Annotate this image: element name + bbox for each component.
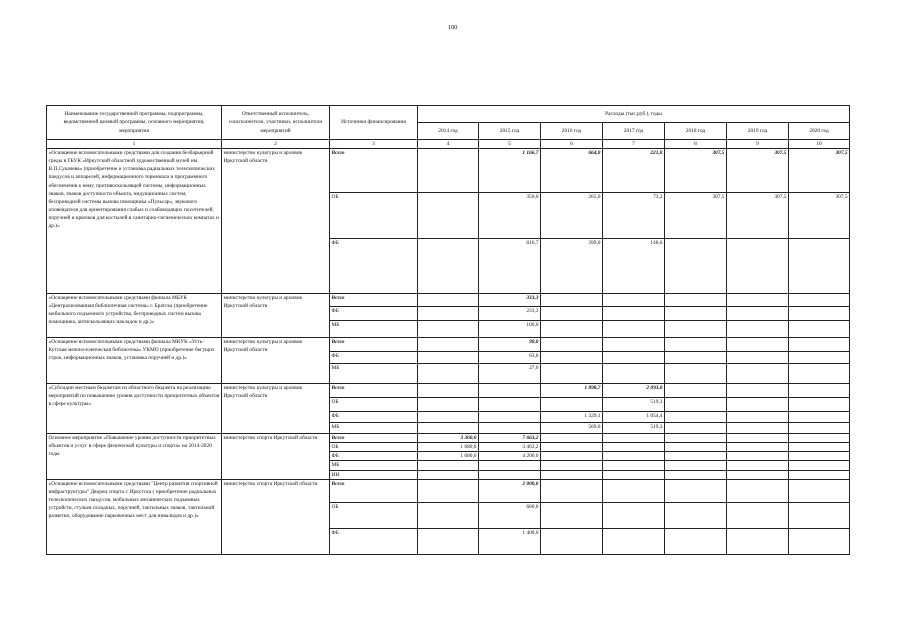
expense-value <box>418 364 479 384</box>
expense-value <box>727 412 789 423</box>
expense-value <box>418 412 479 423</box>
expense-value <box>789 412 850 423</box>
expense-value <box>727 384 789 398</box>
expense-value: 1 166,7 <box>479 149 541 193</box>
expense-value <box>665 479 727 502</box>
expense-value <box>789 239 850 294</box>
expense-value <box>727 434 789 443</box>
expense-value <box>665 307 727 321</box>
table-row <box>47 149 850 193</box>
expense-value <box>789 434 850 443</box>
expense-value: 4 200,0 <box>479 452 541 461</box>
expense-value <box>479 412 541 423</box>
expense-value <box>541 294 603 307</box>
expense-value <box>665 461 727 470</box>
expense-value <box>603 321 665 338</box>
expense-value: 63,0 <box>479 352 541 364</box>
expense-value: 233,3 <box>479 307 541 321</box>
expense-value: 100,0 <box>479 321 541 338</box>
expenses-table <box>46 105 850 555</box>
expense-value: 1 400,0 <box>479 528 541 554</box>
expense-value <box>603 364 665 384</box>
funding-source: Всего <box>330 294 418 307</box>
expense-value: 664,0 <box>541 149 603 193</box>
expense-value <box>418 502 479 528</box>
table-row <box>47 384 850 398</box>
header-year: 2017 год <box>603 123 665 140</box>
expense-value <box>727 294 789 307</box>
column-index: 4 <box>418 140 479 149</box>
expense-value <box>665 423 727 434</box>
expense-value <box>603 434 665 443</box>
expense-value <box>665 452 727 461</box>
expense-value: 148,6 <box>603 239 665 294</box>
expense-value <box>727 528 789 554</box>
header-year: 2020 год <box>789 123 850 140</box>
expense-value <box>479 423 541 434</box>
expense-value <box>727 352 789 364</box>
expense-value: 3 463,2 <box>479 443 541 452</box>
expense-value: 350,0 <box>479 193 541 239</box>
expense-value <box>418 423 479 434</box>
expense-value <box>418 193 479 239</box>
header-year: 2019 год <box>727 123 789 140</box>
activity-name: «Оснащение вспомогательными средствами "Центр развития спортивной инфраструктуры" Дворец спорта г. Иркутска ( приобретение радиальных телескопических пандусов, мобильных механических подъемных устройств, стульев складных, поручней, тактильных знаков, тактильной разметки, оборудование парковочных мест для инвалидов и др.)» <box>47 479 222 554</box>
expense-value <box>418 307 479 321</box>
expense-value <box>603 502 665 528</box>
expense-value <box>418 528 479 554</box>
expense-value <box>789 528 850 554</box>
expense-value <box>418 461 479 470</box>
funding-source: ФБ <box>330 412 418 423</box>
expense-value: 2 093,0 <box>603 384 665 398</box>
column-index: 3 <box>330 140 418 149</box>
expense-value <box>541 398 603 412</box>
header-year: 2016 год <box>541 123 603 140</box>
expense-value <box>727 398 789 412</box>
expense-value: 3 360,0 <box>418 434 479 443</box>
funding-source: ФБ <box>330 307 418 321</box>
expense-value <box>603 461 665 470</box>
funding-source: ОБ <box>330 443 418 452</box>
activity-executor: министерство культуры и архивов Иркутской области <box>222 384 330 434</box>
expense-value: 307,5 <box>727 193 789 239</box>
activity-executor: министерство спорта Иркутской области <box>222 434 330 480</box>
expense-value <box>665 528 727 554</box>
expense-value <box>789 294 850 307</box>
expense-value <box>603 352 665 364</box>
expense-value <box>541 434 603 443</box>
expense-value <box>418 384 479 398</box>
table-row <box>47 434 850 443</box>
funding-source: МБ <box>330 423 418 434</box>
funding-source: ОБ <box>330 398 418 412</box>
expense-value: 73,2 <box>603 193 665 239</box>
table-row <box>47 294 850 307</box>
activity-name: «Оснащение вспомогательными средствами филиала МБУК «Централизованная библиотечная система» г. Братска (приобретение мобильного подъемного устройства, беспроводных систем вызова помощника, антискользящих накладок и др.)» <box>47 294 222 338</box>
header-year: 2015 год <box>479 123 541 140</box>
expense-value <box>727 338 789 352</box>
column-index: 7 <box>603 140 665 149</box>
funding-source: ФБ <box>330 352 418 364</box>
expense-value <box>789 364 850 384</box>
funding-source: ФБ <box>330 528 418 554</box>
expense-value <box>541 307 603 321</box>
expense-value <box>665 321 727 338</box>
header-expenses: Расходы (тыс.руб.), годы <box>418 106 850 123</box>
funding-source: Всего <box>330 384 418 398</box>
activity-name: «Оснащение вспомогательными средствами филиала МКУК «Усть-Кутская межпоселенческая библиотека» УКМО (приобретение бегущих строк, информационных знаков, установка поручней и др.)» <box>47 338 222 384</box>
expense-value <box>418 398 479 412</box>
expense-value <box>789 479 850 502</box>
expense-value: 1 054,4 <box>603 412 665 423</box>
activity-name: «Оснащение вспомогательными средствами для создания безбарьерной среды в ГБУК «Иркутский областной художественный музей им. В.П.Сукачева» (приобретение и установка радиальных телескопических пандусов и аппарелей, информационного терминала и программного обеспечения к нему, противоскользящей системы, информационных знаков, знаков доступности объекта, индукционных систем, беспроводной системы вызова помощника «Пульсар», звукового оповещателя для ориентирования слабых и слабовидящих посетителей, поручней и крючков для костылей в санитарно-гигиенических комнатах и др.)» <box>47 149 222 294</box>
expense-value <box>603 294 665 307</box>
activity-executor: министерство культуры и архивов Иркутской области <box>222 294 330 338</box>
expense-value <box>479 384 541 398</box>
activity-name: Основное мероприятие «Повышение уровня доступности приоритетных объектов и услуг в сфере физической культуры и спорта» на 2014-2020 годы <box>47 434 222 480</box>
expense-value <box>727 307 789 321</box>
expense-value <box>789 423 850 434</box>
expense-value <box>665 338 727 352</box>
column-index: 8 <box>665 140 727 149</box>
expense-value <box>727 443 789 452</box>
expense-value <box>789 352 850 364</box>
expense-value: 1 680,0 <box>418 443 479 452</box>
expense-value <box>541 321 603 338</box>
expense-value <box>789 384 850 398</box>
funding-source: ФБ <box>330 239 418 294</box>
expense-value <box>665 443 727 452</box>
expense-value <box>665 352 727 364</box>
expense-value: 816,7 <box>479 239 541 294</box>
expense-value <box>665 502 727 528</box>
expense-value <box>727 452 789 461</box>
expense-value <box>541 528 603 554</box>
expense-value <box>789 321 850 338</box>
expense-value <box>418 149 479 193</box>
expense-value <box>418 239 479 294</box>
expense-value <box>789 443 850 452</box>
expense-value: 90,0 <box>479 338 541 352</box>
funding-source: МБ <box>330 461 418 470</box>
table-row <box>47 338 850 352</box>
expense-value: 265,0 <box>541 193 603 239</box>
expense-value <box>665 434 727 443</box>
expense-value <box>603 528 665 554</box>
expense-value <box>727 423 789 434</box>
expense-value <box>541 470 603 479</box>
expense-value <box>541 338 603 352</box>
expense-value <box>479 398 541 412</box>
expense-value <box>789 338 850 352</box>
expense-value <box>789 398 850 412</box>
expense-value <box>727 364 789 384</box>
expense-value <box>727 502 789 528</box>
expense-value: 1 329,1 <box>541 412 603 423</box>
header-name: Наименование государственной программы, подпрограммы, ведомственной целевой программы, основного мероприятия, мероприятия <box>47 106 222 140</box>
expense-value: 221,8 <box>603 149 665 193</box>
expense-value <box>418 338 479 352</box>
expense-value: 519,3 <box>603 398 665 412</box>
table-body <box>47 149 850 555</box>
expense-value: 2 000,0 <box>479 479 541 502</box>
expense-value <box>603 443 665 452</box>
expense-value <box>541 452 603 461</box>
expense-value: 399,0 <box>541 239 603 294</box>
expense-value <box>418 352 479 364</box>
expense-value <box>541 461 603 470</box>
expense-value: 307,5 <box>727 149 789 193</box>
expense-value <box>603 479 665 502</box>
page-number: 100 <box>447 24 458 31</box>
header-executor: Ответственный исполнитель, соисполнители, участники, исполнители мероприятий <box>222 106 330 140</box>
expense-value: 600,0 <box>479 502 541 528</box>
funding-source: ОБ <box>330 193 418 239</box>
funding-source: ФБ <box>330 452 418 461</box>
expense-value: 27,0 <box>479 364 541 384</box>
expense-value: 307,5 <box>789 193 850 239</box>
expense-value <box>665 384 727 398</box>
expense-value <box>665 364 727 384</box>
expense-value: 307,5 <box>665 149 727 193</box>
expense-value <box>789 307 850 321</box>
funding-source: Всего <box>330 149 418 193</box>
expense-value <box>541 364 603 384</box>
expense-value: 307,5 <box>665 193 727 239</box>
expense-value <box>541 443 603 452</box>
expense-value: 519,3 <box>603 423 665 434</box>
expense-value: 1 898,7 <box>541 384 603 398</box>
column-index: 6 <box>541 140 603 149</box>
header-year: 2014 год <box>418 123 479 140</box>
table-row <box>47 479 850 502</box>
funding-source: ОБ <box>330 502 418 528</box>
funding-source: МБ <box>330 321 418 338</box>
expense-value: 7 663,2 <box>479 434 541 443</box>
expense-value: 1 680,0 <box>418 452 479 461</box>
expense-value <box>789 470 850 479</box>
expense-value <box>727 470 789 479</box>
expense-value <box>727 461 789 470</box>
expense-value <box>665 239 727 294</box>
expense-value <box>727 479 789 502</box>
column-index: 9 <box>727 140 789 149</box>
activity-executor: министерство культуры и архивов Иркутской области <box>222 149 330 294</box>
expense-value <box>603 338 665 352</box>
activity-executor: министерство спорта Иркутской области <box>222 479 330 554</box>
expense-value <box>727 321 789 338</box>
expense-value <box>665 398 727 412</box>
expense-value <box>541 502 603 528</box>
header-year: 2018 год <box>665 123 727 140</box>
expense-value: 307,5 <box>789 149 850 193</box>
column-index: 2 <box>222 140 330 149</box>
column-index: 5 <box>479 140 541 149</box>
funding-source: МБ <box>330 364 418 384</box>
expense-value <box>665 470 727 479</box>
expense-value <box>603 452 665 461</box>
column-index: 10 <box>789 140 850 149</box>
expense-value <box>727 239 789 294</box>
header-source: Источники финансирования <box>330 106 418 140</box>
funding-source: Всего <box>330 338 418 352</box>
funding-source: Всего <box>330 434 418 443</box>
expense-value <box>479 461 541 470</box>
funding-source: Всего <box>330 479 418 502</box>
column-index: 1 <box>47 140 222 149</box>
expense-value <box>418 321 479 338</box>
expense-value <box>603 307 665 321</box>
expense-value <box>665 412 727 423</box>
expense-value <box>418 470 479 479</box>
expense-value <box>418 479 479 502</box>
activity-name: «Субсидии местным бюджетам из областного бюджета на реализацию мероприятий по повышению уровня доступности приоритетных объектов в сфере культуры» <box>47 384 222 434</box>
expense-value <box>789 461 850 470</box>
expense-value <box>665 294 727 307</box>
expense-value <box>479 470 541 479</box>
expense-value <box>541 479 603 502</box>
expense-value <box>789 502 850 528</box>
expense-value: 569,6 <box>541 423 603 434</box>
expense-value <box>418 294 479 307</box>
activity-executor: министерство культуры и архивов Иркутской области <box>222 338 330 384</box>
expense-value <box>541 352 603 364</box>
expense-value: 333,3 <box>479 294 541 307</box>
funding-source: ИИ <box>330 470 418 479</box>
expense-value <box>789 452 850 461</box>
expense-value <box>603 470 665 479</box>
